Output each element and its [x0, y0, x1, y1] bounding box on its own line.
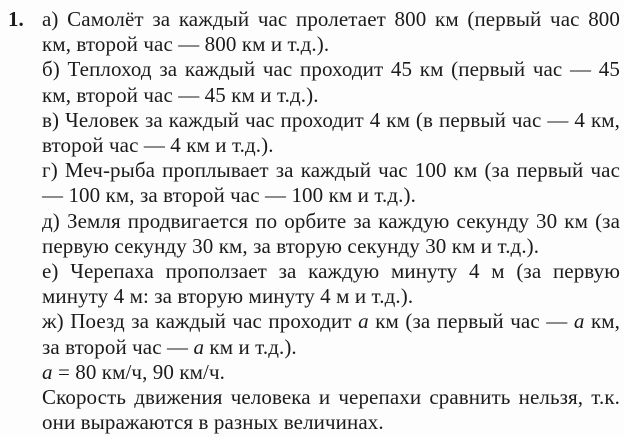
- text-segment: км (за первый час —: [368, 309, 574, 334]
- answer-variable-values: [42, 360, 620, 385]
- text-segment: а) Самолёт за каждый час пролетает 800 км (первый час 800 км, второй час — 800 км и т.д.).: [42, 7, 620, 57]
- answer-item-g: [42, 158, 620, 208]
- variable-a: а: [358, 309, 369, 334]
- answer-item-a: [42, 7, 620, 57]
- answer-item-zh: [42, 309, 620, 359]
- problem-block: [8, 7, 620, 435]
- text-segment: б) Теплоход за каждый час проходит 45 км (первый час — 45 км, второй час — 45 км и т.д.).: [42, 57, 620, 107]
- variable-a: а: [42, 359, 53, 384]
- text-segment: км, за второй час —: [42, 309, 620, 359]
- answer-note: [42, 385, 620, 435]
- text-segment: = 80 км/ч, 90 км/ч.: [52, 359, 225, 384]
- problem-number: 1.: [8, 7, 24, 31]
- text-segment: д) Земля продвигается по орбите за каждую секунду 30 км (за первую секунду 30 км, за вторую секунду 30 км и т.д.).: [42, 208, 620, 258]
- variable-a: а: [193, 334, 205, 359]
- answer-item-v: [42, 108, 620, 158]
- problem-text: [42, 7, 620, 435]
- text-segment: г) Меч-рыба проплывает за каждый час 100 км (за первый час — 100 км, за второй час — 100 км и т.д.).: [42, 158, 620, 208]
- text-segment: ж) Поезд за каждый час проходит: [42, 309, 359, 334]
- answer-item-d: [42, 209, 620, 259]
- variable-a: а: [573, 309, 585, 334]
- text-segment: в) Человек за каждый час проходит 4 км (в первый час — 4 км, второй час — 4 км и т.д.).: [42, 107, 620, 158]
- answer-item-e: [42, 259, 620, 309]
- text-segment: Скорость движения человека и черепахи сравнить нельзя, т.к. они выражаются в разных величинах.: [42, 385, 620, 435]
- text-segment: е) Черепаха проползает за каждую минуту 4 м (за первую минуту 4 м: за вторую минуту 4 м и т.д.).: [42, 259, 620, 309]
- answer-item-b: [42, 57, 620, 107]
- text-segment: км и т.д.).: [204, 334, 297, 359]
